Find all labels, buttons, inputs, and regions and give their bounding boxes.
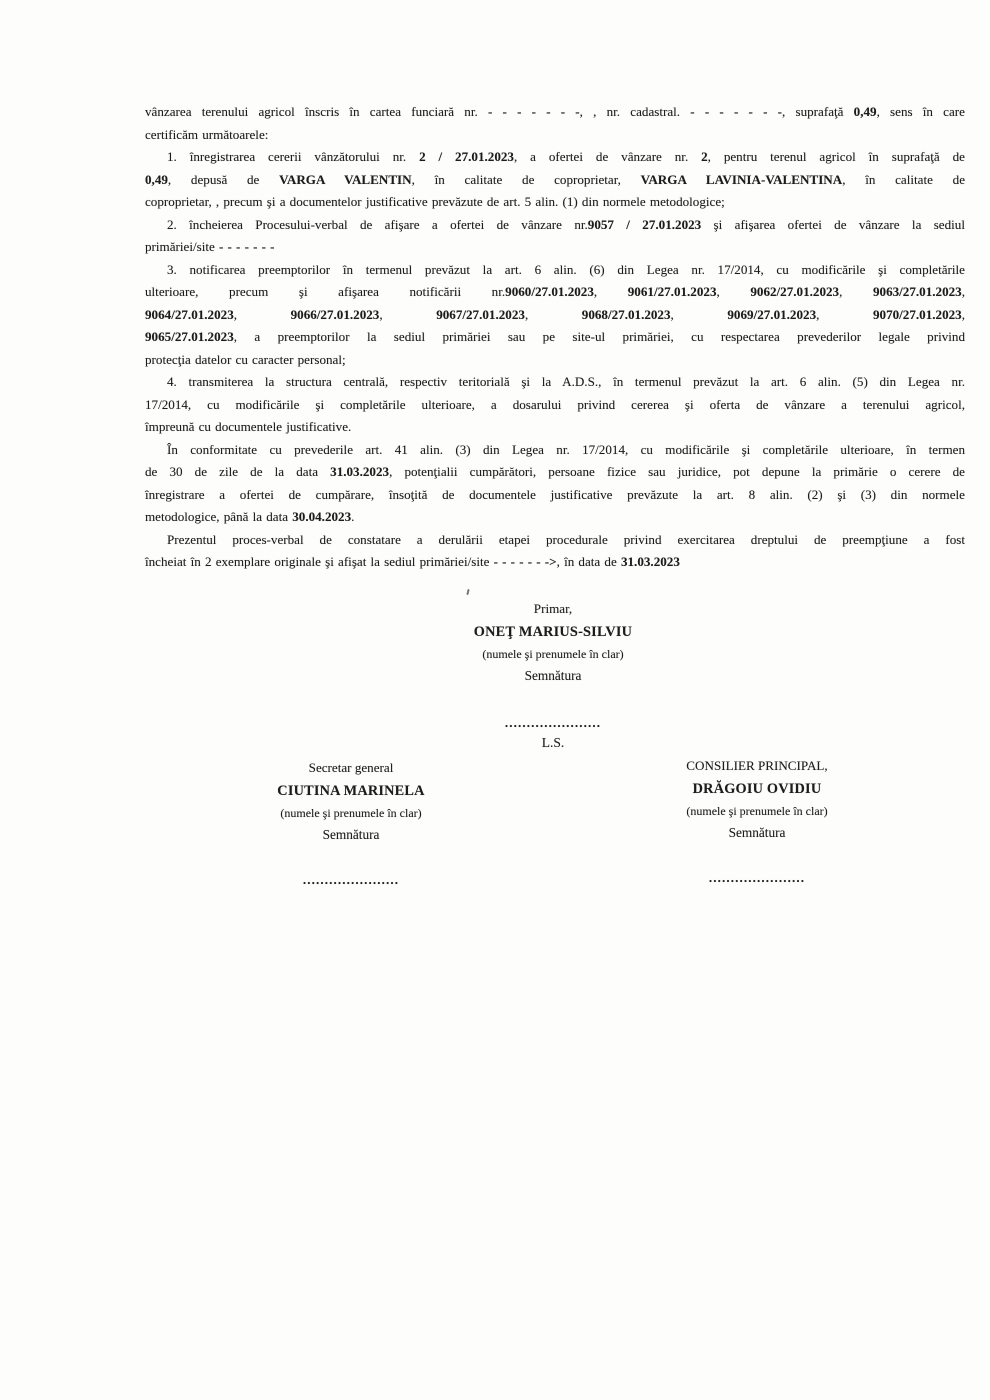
document-line: de 30 de zile de la data 31.03.2023, potenţialii cumpărători, persoane fizice sau juridice, pot depune la primărie o cerere de	[145, 464, 965, 479]
document-line: 9064/27.01.2023, 9066/27.01.2023, 9067/27.01.2023, 9068/27.01.2023, 9069/27.01.2023, 9070/27.01.2023,	[145, 306, 965, 322]
document-line: certificăm următoarele:	[145, 126, 269, 142]
signature-role: Primar,	[533, 601, 573, 616]
ls-seal-label: L.S.	[541, 735, 565, 750]
document-line: înregistrare a ofertei de cumpărare, însoţită de documentele justificative prevăzute la art. 8 alin. (2) şi (3) din normele	[145, 486, 965, 502]
document-line: 0,49, depusă de VARGA VALENTIN, în calitate de coproprietar, VARGA LAVINIA-VALENTINA, în calitate de	[145, 171, 966, 187]
document-line: 2. încheierea Procesului-verbal de afişare a ofertei de vânzare nr.9057 / 27.01.2023 şi afişarea ofertei de vânzare la sediul	[167, 216, 965, 232]
signature-label: Semnătura	[524, 668, 582, 683]
signature-label: Semnătura	[728, 825, 786, 840]
document-line: protecţia datelor cu caracter personal;	[145, 351, 346, 367]
document-line: ulterioare, precum şi afişarea notificării nr.9060/27.01.2023, 9061/27.01.2023, 9062/27.01.2023, 9063/27.01.2023,	[145, 284, 965, 299]
document-line: încheiat în 2 exemplare originale şi afişat la sediul primăriei/site - - - - - - ->, în data de 31.03.2023	[145, 554, 680, 569]
signature-name: CIUTINA MARINELA	[277, 783, 425, 799]
signature-dotted-line: ......................	[302, 872, 400, 887]
signature-block-primar	[383, 597, 723, 753]
scan-speck	[466, 589, 469, 595]
document-line: împreună cu documentele justificative.	[145, 419, 352, 434]
document-line: primăriei/site - - - - - - -	[145, 239, 275, 254]
signature-dotted-line: ......................	[504, 715, 602, 730]
signature-block-secretar	[181, 756, 521, 890]
signature-name: ONEŢ MARIUS-SILVIU	[473, 624, 633, 640]
signature-clar-note: (numele şi prenumele în clar)	[686, 804, 828, 818]
document-body	[145, 101, 965, 574]
document-line: vânzarea terenului agricol înscris în cartea funciară nr. - - - - - - -, , nr. cadastral. - - - - - - -, suprafaţă 0,49, sens în care	[145, 104, 965, 119]
document-line: coproprietar, , precum şi a documentelor justificative prevăzute de art. 5 alin. (1) din normele metodologice;	[145, 194, 725, 209]
signature-clar-note: (numele şi prenumele în clar)	[280, 806, 422, 820]
document-line: Prezentul proces-verbal de constatare a derulării etapei procedurale privind exercitarea dreptului de preempţiune a fost	[167, 531, 965, 547]
signature-label: Semnătura	[322, 827, 380, 842]
document-line: În conformitate cu prevederile art. 41 alin. (3) din Legea nr. 17/2014, cu modificările şi completările ulterioare, în termen	[167, 441, 965, 457]
document-line: 3. notificarea preemptorilor în termenul prevăzut la art. 6 alin. (6) din Legea nr. 17/2014, cu modificările şi completările	[167, 261, 965, 277]
signature-role: Secretar general	[308, 760, 394, 775]
document-line: 4. transmiterea la structura centrală, respectiv teritorială şi la A.D.S., în termenul prevăzut la art. 6 alin. (5) din Legea nr.	[167, 374, 965, 389]
signature-role: CONSILIER PRINCIPAL,	[686, 758, 828, 773]
document-line: 1. înregistrarea cererii vânzătorului nr. 2 / 27.01.2023, a ofertei de vânzare nr. 2, pentru terenul agricol în suprafaţă de	[167, 149, 965, 164]
document-line: 17/2014, cu modificările şi completările ulterioare, a dosarului privind cererea şi oferta de vânzare a terenului agricol,	[145, 396, 965, 412]
signature-block-consilier	[587, 754, 927, 888]
document-line: 9065/27.01.2023, a preemptorilor la sediul primăriei sau pe site-ul primăriei, cu respectarea prevederilor legale privind	[145, 329, 965, 344]
signature-clar-note: (numele şi prenumele în clar)	[482, 647, 624, 661]
document-line: metodologice, până la data 30.04.2023.	[145, 509, 355, 524]
signature-name: DRĂGOIU OVIDIU	[692, 781, 822, 797]
signature-dotted-line: ......................	[708, 870, 806, 885]
